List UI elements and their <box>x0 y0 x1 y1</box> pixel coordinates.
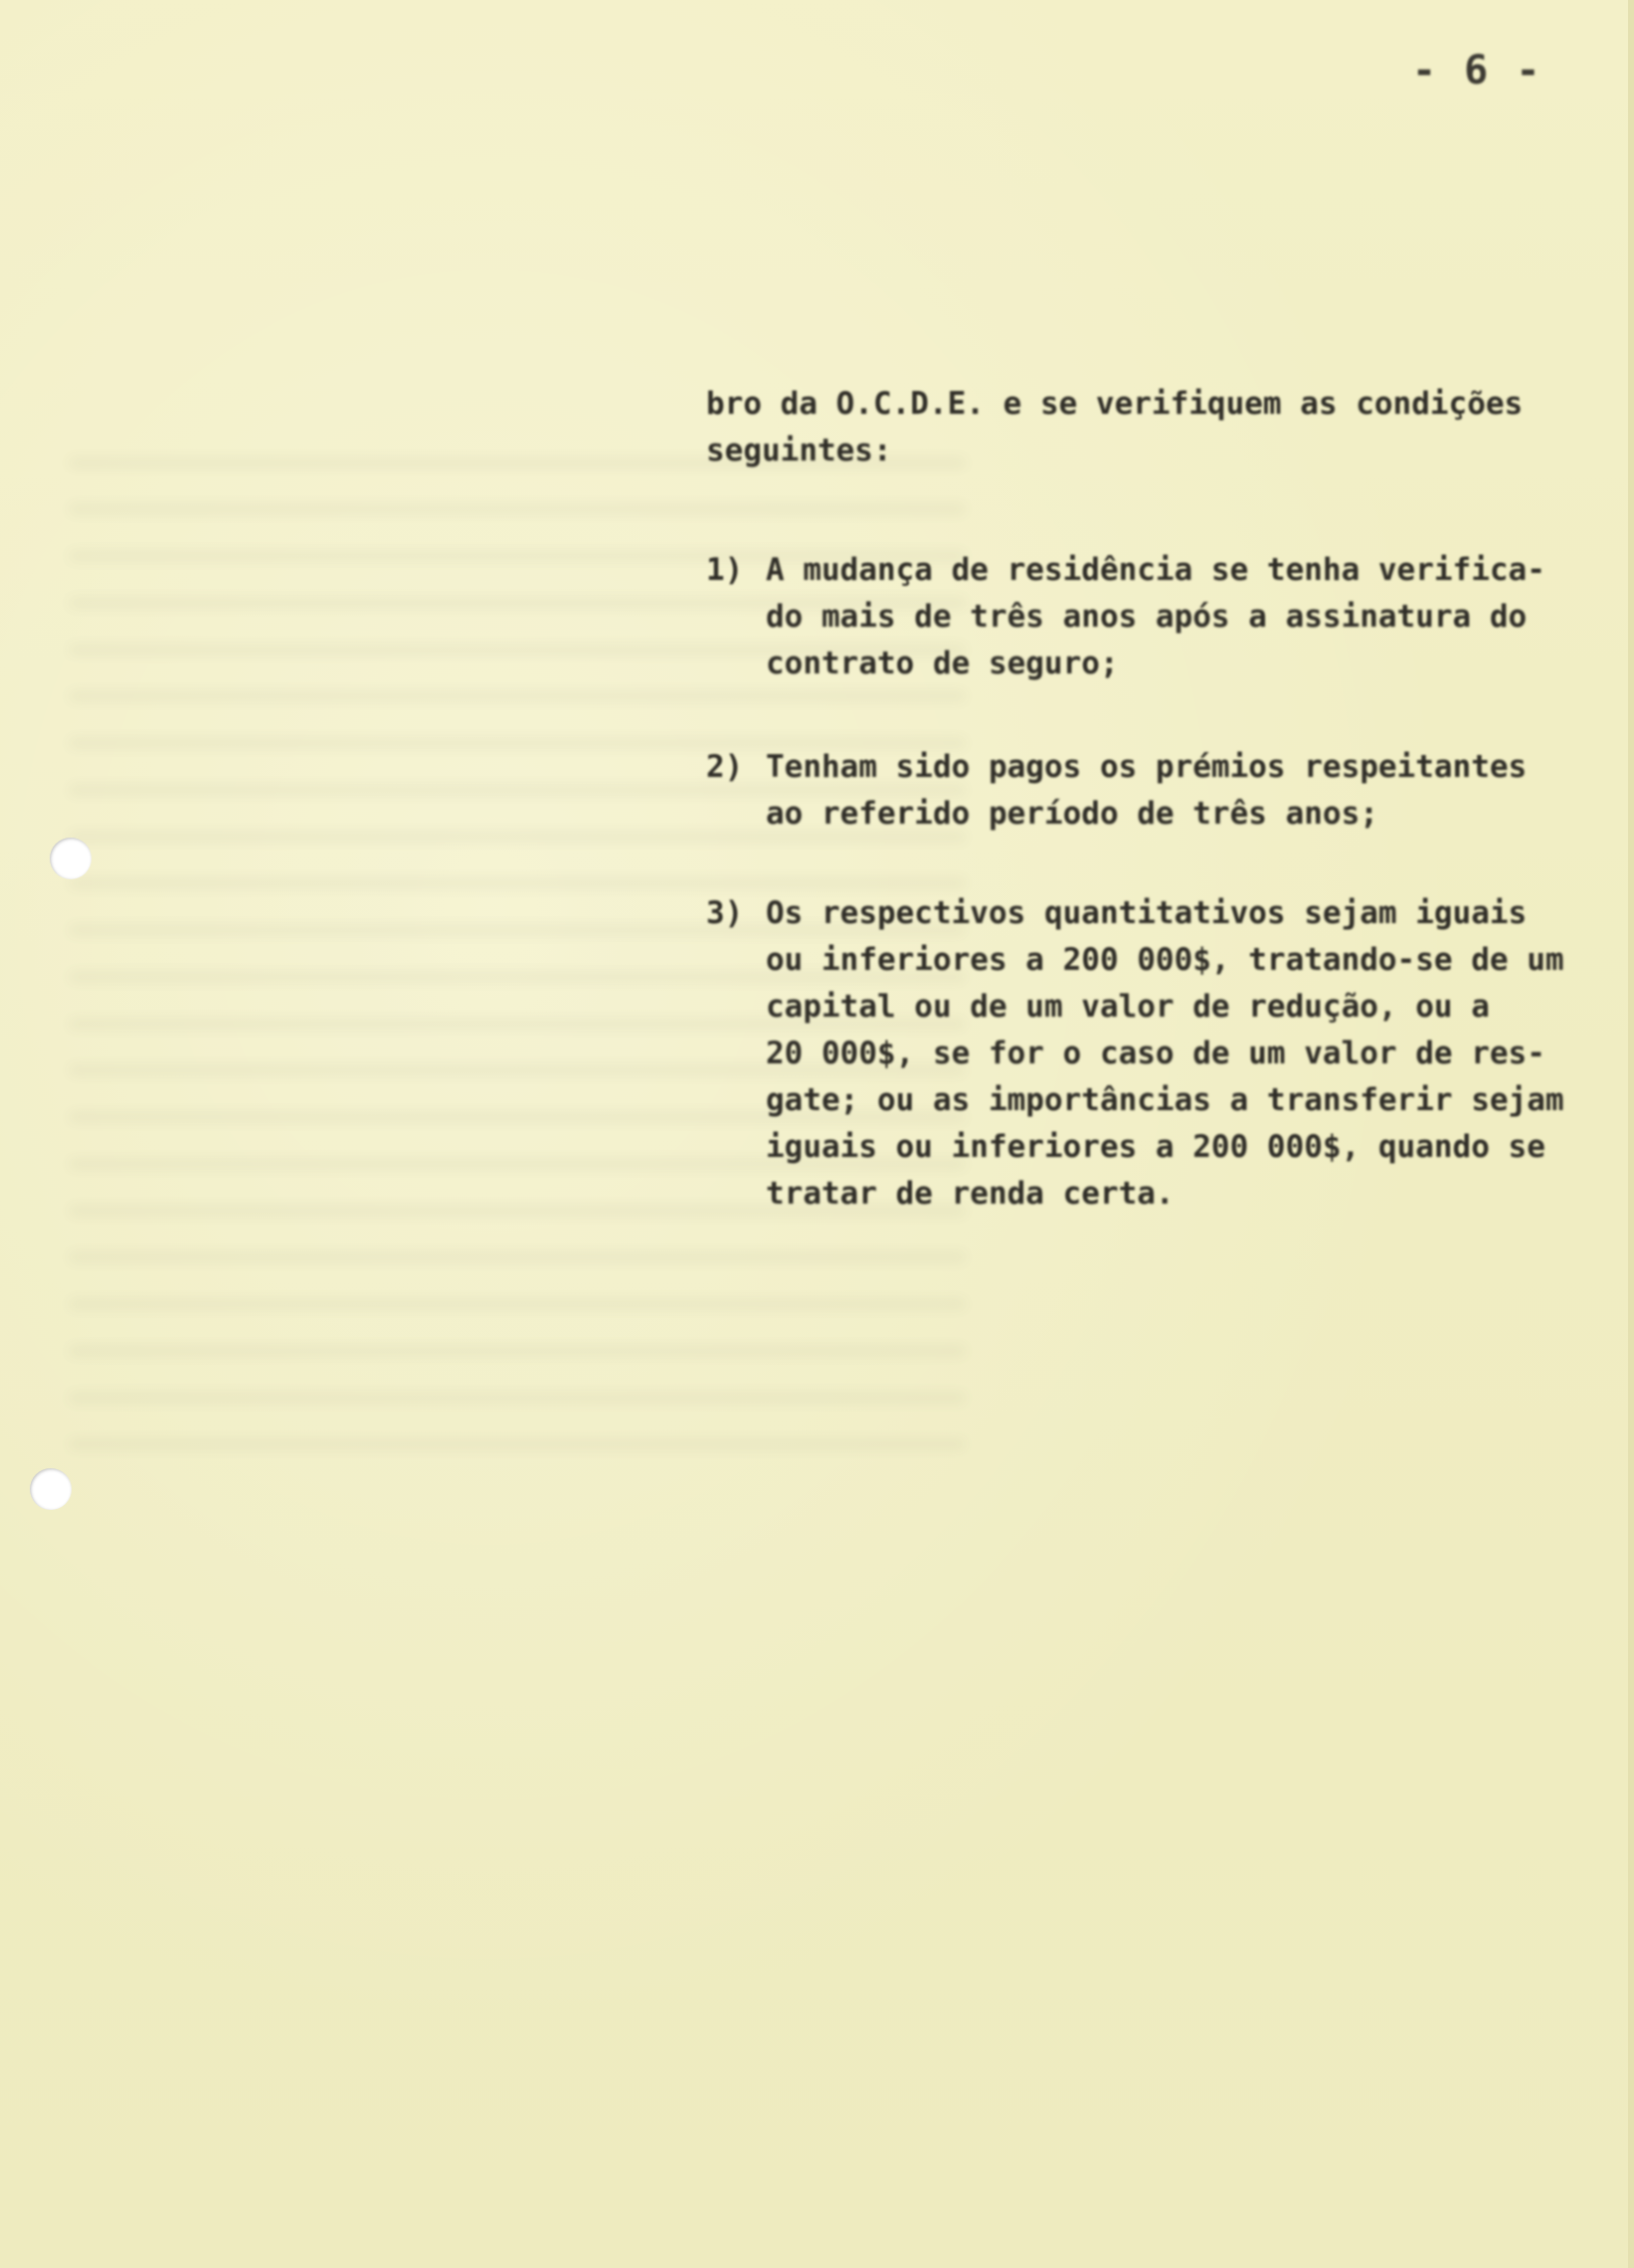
condition-line: do mais de três anos após a assinatura do <box>766 599 1528 635</box>
condition-text <box>766 890 1564 1218</box>
condition-line: A mudança de residência se tenha verifica- <box>766 552 1545 588</box>
condition-line: Tenham sido pagos os prémios respeitantes <box>766 749 1528 785</box>
intro-paragraph <box>706 381 1523 474</box>
condition-number: 2) <box>706 749 744 785</box>
intro-line: seguintes: <box>706 433 892 469</box>
condition-line: capital ou de um valor de redução, ou a <box>766 989 1490 1025</box>
condition-line: iguais ou inferiores a 200 000$, quando se <box>766 1129 1545 1165</box>
intro-line: bro da O.C.D.E. e se verifiquem as condições <box>706 386 1524 422</box>
condition-number: 1) <box>706 552 744 588</box>
page-number: - 6 - <box>1412 48 1543 94</box>
condition-line: contrato de seguro; <box>766 646 1119 681</box>
condition-text <box>766 547 1545 687</box>
paper-edge <box>1628 0 1634 2268</box>
punch-hole-lower <box>30 1468 72 1510</box>
condition-line: Os respectivos quantitativos sejam iguais <box>766 895 1528 931</box>
condition-line: tratar de renda certa. <box>766 1176 1175 1212</box>
condition-line: 20 000$, se for o caso de um valor de res- <box>766 1036 1545 1071</box>
condition-line: ou inferiores a 200 000$, tratando-se de um <box>766 942 1564 978</box>
condition-text <box>766 744 1527 838</box>
condition-number: 3) <box>706 895 744 931</box>
condition-line: ao referido período de três anos; <box>766 796 1378 832</box>
punch-hole-upper <box>50 838 91 879</box>
condition-line: gate; ou as importâncias a transferir sejam <box>766 1082 1564 1118</box>
